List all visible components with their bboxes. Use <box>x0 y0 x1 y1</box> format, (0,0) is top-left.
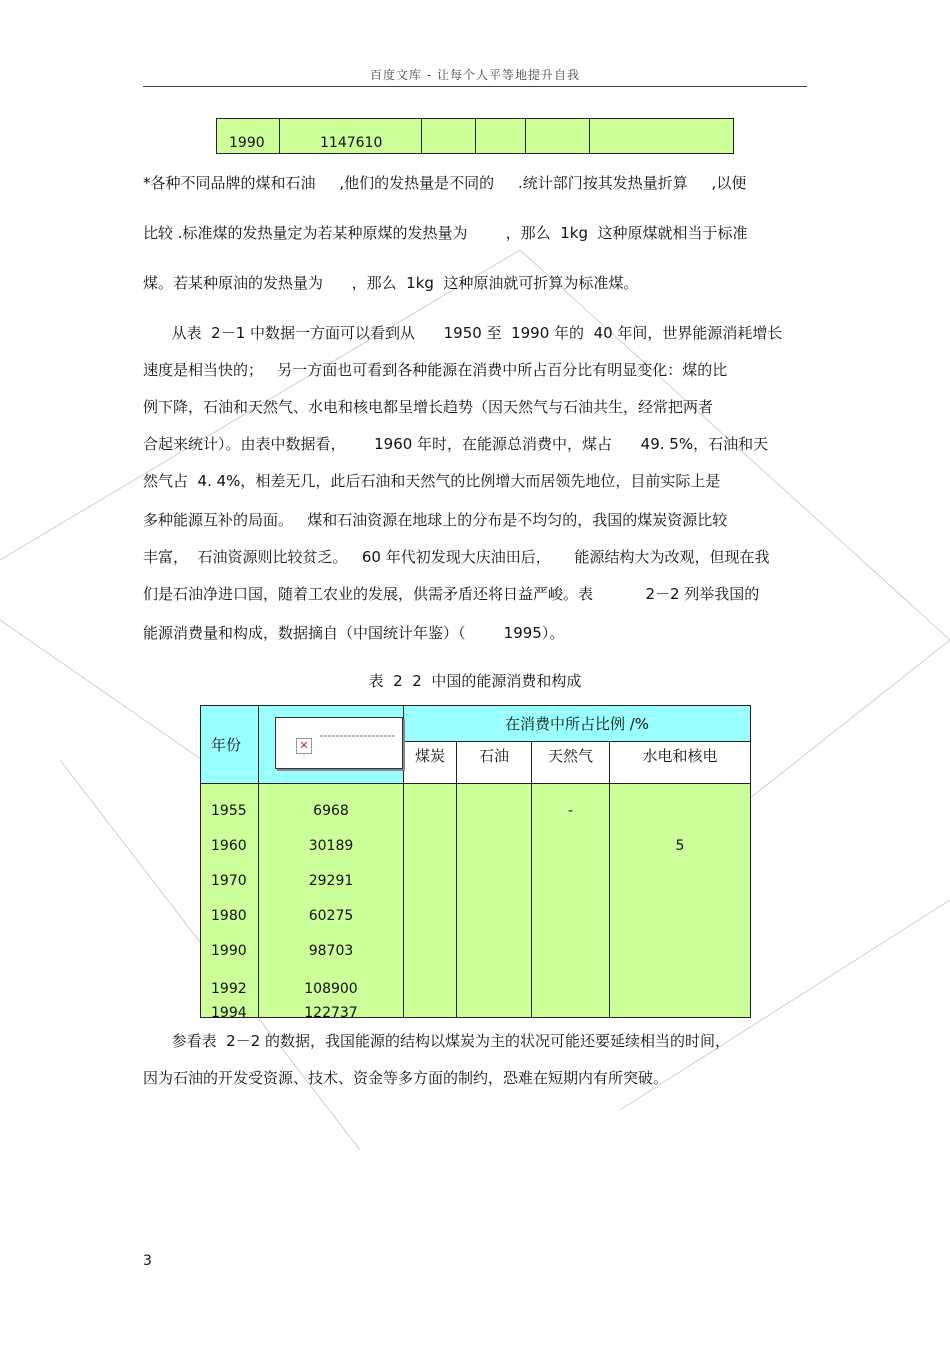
table-body-row <box>201 784 751 1018</box>
table-continuation-row <box>216 118 734 154</box>
paragraph-line: 比较 .标准煤的发热量定为若某种原煤的发热量为 ，那么 1kg 这种原煤就相当于标准 <box>143 224 748 242</box>
year-value: 1970 <box>211 873 247 889</box>
consumption-value: 98703 <box>308 943 354 959</box>
broken-image-placeholder <box>275 717 403 769</box>
paragraph-line: 煤。若某种原油的发热量为 ，那么 1kg 这种原油就可折算为标准煤。 <box>143 274 639 292</box>
cell-year: 1990 <box>217 119 280 154</box>
consumption-value: 60275 <box>308 908 354 924</box>
column-gas <box>532 784 610 1018</box>
cell-consumption: 1147610 <box>280 119 422 154</box>
header-divider <box>143 86 807 87</box>
paragraph-line: 速度是相当快的； 另一方面也可看到各种能源在消费中所占百分比有明显变化：煤的比 <box>143 361 728 379</box>
table-caption: 表 2 2 中国的能源消费和构成 <box>368 672 582 690</box>
consumption-value: 108900 <box>304 981 358 997</box>
header-year: 年份 <box>201 706 259 784</box>
paragraph-line: 合起来统计）。由表中数据看， 1960 年时，在能源总消费中，煤占 49. 5%，石油和天 <box>143 435 769 453</box>
consumption-value: 30189 <box>308 838 354 854</box>
consumption-value: 29291 <box>308 873 354 889</box>
gas-value: - <box>567 803 574 819</box>
consumption-value: 122737 <box>304 1005 358 1021</box>
subheader-coal: 煤炭 <box>404 742 457 784</box>
paragraph-line: 丰富， 石油资源则比较贫乏。 60 年代初发现大庆油田后， 能源结构大为改观，但现在我 <box>143 548 770 566</box>
energy-consumption-table <box>200 705 751 1021</box>
cell-empty <box>590 119 734 154</box>
cell-empty <box>422 119 476 154</box>
column-consumption <box>259 784 404 1021</box>
cell-empty <box>526 119 590 154</box>
placeholder-text-lines <box>320 734 396 740</box>
paragraph-line: 例下降，石油和天然气、水电和核电都呈增长趋势（因天然气与石油共生，经常把两者 <box>143 398 714 416</box>
paragraph-line: 能源消费量和构成，数据摘自（中国统计年鉴）（ 1995）。 <box>143 624 565 642</box>
column-hydro-nuclear <box>610 784 751 1018</box>
paragraph-line: 从表 2－1 中数据一方面可以看到从 1950 至 1990 年的 40 年间，世界能源消耗增长 <box>143 324 783 342</box>
year-value: 1980 <box>211 908 247 924</box>
year-value: 1955 <box>211 803 247 819</box>
paragraph-line: 参看表 2－2 的数据，我国能源的结构以煤炭为主的状况可能还要延续相当的时间， <box>143 1032 731 1050</box>
paragraph-line: 们是石油净进口国，随着工农业的发展，供需矛盾还将日益严峻。表 2－2 列举我国的 <box>143 585 760 603</box>
paragraph-line: 因为石油的开发受资源、技术、资金等多方面的制约，恐难在短期内有所突破。 <box>143 1069 669 1087</box>
column-oil <box>457 784 532 1018</box>
hydro-value: 5 <box>675 838 685 854</box>
year-value: 1992 <box>211 981 247 997</box>
cell-empty <box>476 119 526 154</box>
table-row <box>217 119 734 154</box>
subheader-hydro-nuclear: 水电和核电 <box>610 742 751 784</box>
subheader-gas: 天然气 <box>532 742 610 784</box>
broken-image-icon: ✕ <box>296 738 312 754</box>
header-image-cell <box>259 706 404 784</box>
column-years <box>201 784 259 1021</box>
paragraph-line: *各种不同品牌的煤和石油 ,他们的发热量是不同的 .统计部门按其发热量折算 ,以便 <box>143 174 747 192</box>
header-share: 在消费中所占比例 /% <box>404 706 751 742</box>
column-coal <box>404 784 457 1018</box>
subheader-oil: 石油 <box>457 742 532 784</box>
consumption-value: 6968 <box>313 803 349 819</box>
page-number: 3 <box>143 1253 152 1269</box>
page-header: 百度文库 - 让每个人平等地提升自我 <box>370 68 580 82</box>
paragraph-line: 多种能源互补的局面。 煤和石油资源在地球上的分布是不均匀的，我国的煤炭资源比较 <box>143 511 728 529</box>
paragraph-line: 然气占 4. 4%，相差无几，此后石油和天然气的比例增大而居领先地位，目前实际上是 <box>143 472 721 490</box>
year-value: 1990 <box>211 943 247 959</box>
year-value: 1960 <box>211 838 247 854</box>
table-header-row <box>201 706 751 742</box>
year-value: 1994 <box>211 1005 247 1021</box>
